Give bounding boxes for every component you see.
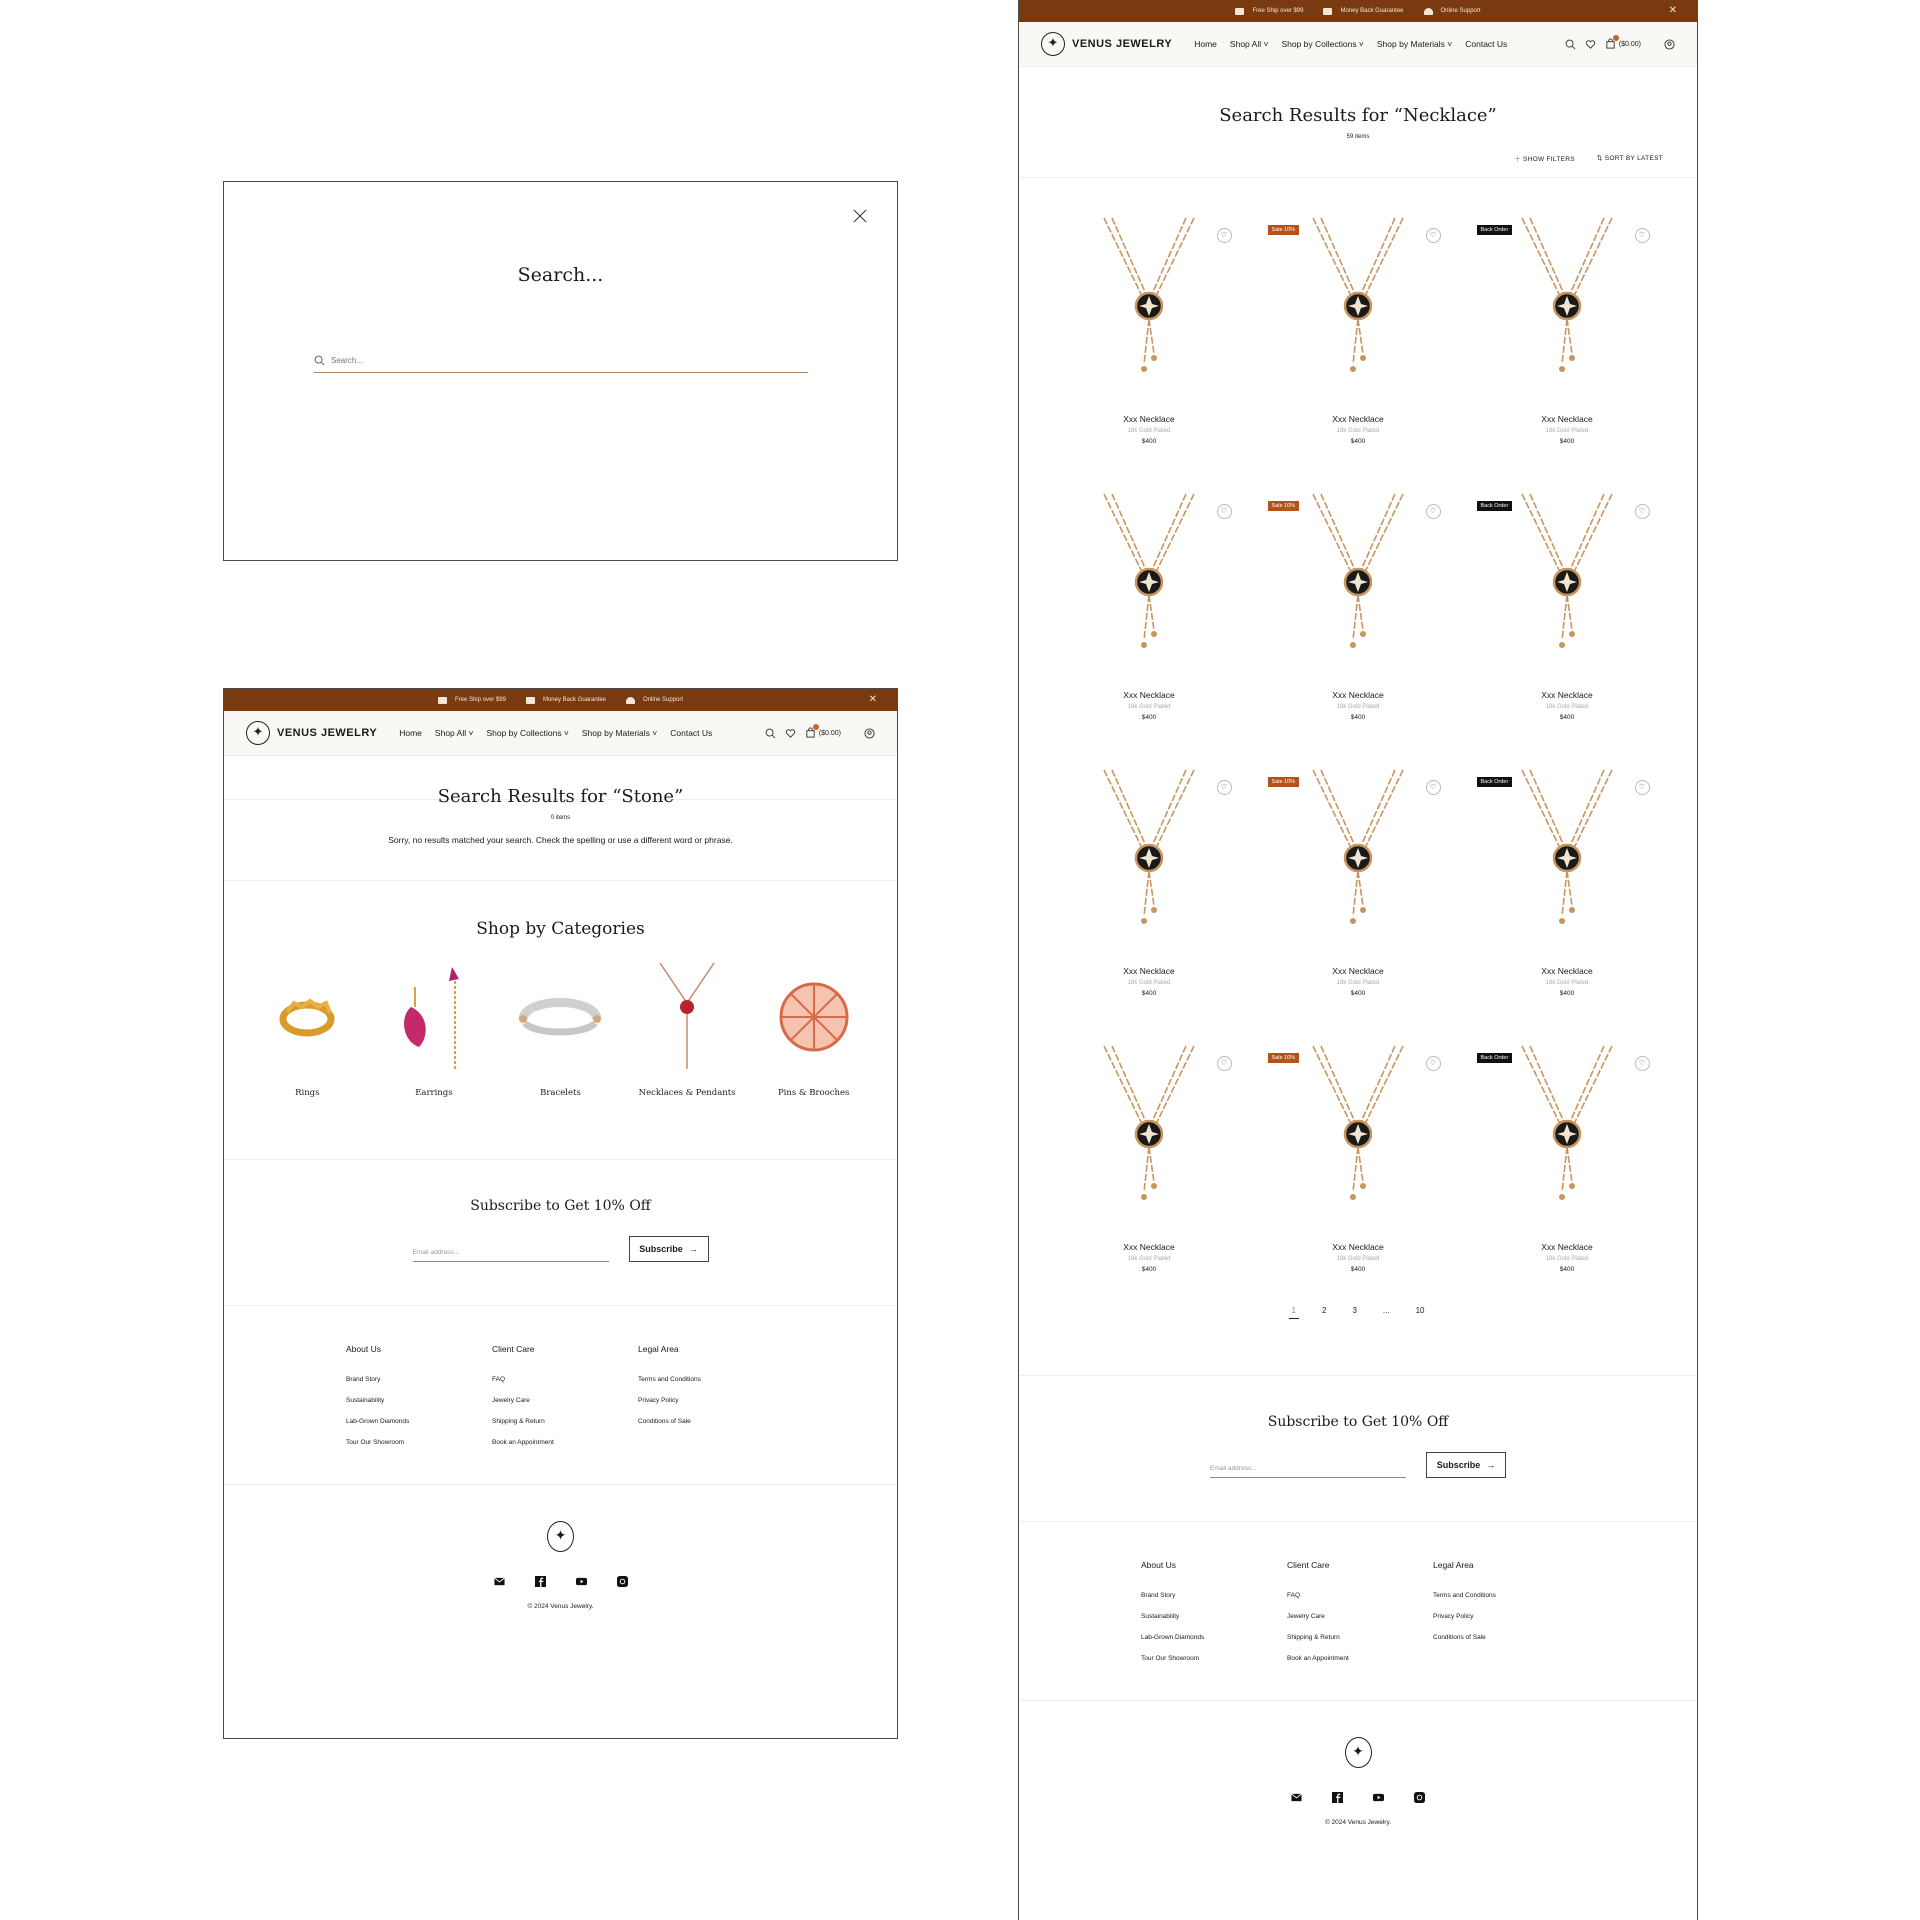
stone-results-page <box>223 688 898 1739</box>
footer-link[interactable]: Brand Story <box>346 1376 381 1383</box>
product-image[interactable] <box>1463 1042 1672 1238</box>
product-price: $400 <box>1559 1266 1575 1273</box>
wishlist-heart-icon[interactable]: ♡ <box>1426 780 1441 795</box>
footer-logo-icon <box>547 1521 574 1552</box>
footer-link[interactable]: Lab-Grown Diamonds <box>1141 1634 1205 1641</box>
footer-column-about <box>1141 1560 1287 1676</box>
wishlist-heart-icon[interactable]: ♡ <box>1426 504 1441 519</box>
product-grid <box>1019 214 1697 1272</box>
product-card[interactable] <box>1254 766 1463 996</box>
brand-name: VENUS JEWELRY <box>277 727 378 739</box>
footer-link[interactable]: Privacy Policy <box>1433 1613 1474 1620</box>
close-icon[interactable]: ✕ <box>868 694 877 705</box>
footer-heading: Client Care <box>1287 1560 1330 1570</box>
search-title: Search... <box>517 264 604 286</box>
nav-contact[interactable]: Contact Us <box>670 728 713 738</box>
footer-link[interactable]: FAQ <box>492 1376 506 1383</box>
necklace-image <box>642 957 732 1077</box>
necklace-results-page <box>1018 0 1698 1920</box>
product-image[interactable] <box>1045 766 1254 962</box>
wishlist-heart-icon[interactable]: ♡ <box>1217 780 1232 795</box>
product-price: $400 <box>1559 990 1575 997</box>
product-name[interactable]: Xxx Necklace <box>1123 966 1175 976</box>
page-link[interactable]: ... <box>1382 1306 1390 1315</box>
product-image[interactable] <box>1254 766 1463 962</box>
user-icon[interactable] <box>1664 39 1675 50</box>
product-card[interactable] <box>1254 1042 1463 1272</box>
category-bracelets[interactable] <box>500 957 620 1098</box>
categories-title: Shop by Categories <box>476 919 645 939</box>
product-price: $400 <box>1141 1266 1157 1273</box>
wishlist-heart-icon[interactable]: ♡ <box>1635 1056 1650 1071</box>
category-label: Rings <box>295 1088 320 1098</box>
product-price: $400 <box>1350 1266 1366 1273</box>
footer-column-legal <box>1433 1560 1579 1676</box>
product-badge: Back Order <box>1477 225 1513 235</box>
product-name[interactable]: Xxx Necklace <box>1332 690 1384 700</box>
footer-link[interactable]: Sustainability <box>346 1397 385 1404</box>
truck-icon <box>438 697 447 704</box>
category-label: Necklaces & Pendants <box>638 1088 736 1098</box>
headset-icon <box>626 697 635 704</box>
arrow-right-icon: → <box>688 1244 698 1254</box>
email-field[interactable]: Email address... <box>413 1249 609 1262</box>
logo-icon <box>1041 32 1065 56</box>
logo-icon <box>246 721 270 745</box>
facebook-icon[interactable] <box>1332 1792 1343 1803</box>
truck-icon <box>1235 8 1244 15</box>
footer-link[interactable]: Jewelry Care <box>492 1397 530 1404</box>
promo-text: Money Back Guarantee <box>1340 8 1404 14</box>
promo-text: Online Support <box>643 697 684 703</box>
pagination <box>1019 1306 1697 1319</box>
page-link[interactable]: 3 <box>1352 1306 1357 1315</box>
footer-bottom <box>1019 1701 1697 1826</box>
heart-icon[interactable] <box>785 728 796 739</box>
footer-link[interactable]: Lab-Grown Diamonds <box>346 1418 410 1425</box>
footer-heading: Legal Area <box>1433 1560 1474 1570</box>
brand[interactable] <box>246 721 377 745</box>
footer-link[interactable]: Terms and Conditions <box>638 1376 701 1383</box>
cart-total: ($0.00) <box>818 729 841 737</box>
promo-text: Free Ship over $99 <box>454 697 506 703</box>
category-necklaces[interactable] <box>627 957 747 1098</box>
footer-link[interactable]: Conditions of Sale <box>1433 1634 1486 1641</box>
arrow-right-icon: → <box>1486 1460 1496 1470</box>
footer-heading: About Us <box>346 1344 381 1354</box>
product-card[interactable] <box>1045 766 1254 996</box>
product-badge: Sale 10% <box>1268 225 1300 235</box>
page-title: Search Results for “Stone” <box>437 786 684 807</box>
promo-text: Free Ship over $99 <box>1252 8 1304 14</box>
show-filters-button[interactable]: ＋ SHOW FILTERS <box>1514 156 1575 163</box>
facebook-icon[interactable] <box>535 1576 546 1587</box>
no-results-message: Sorry, no results matched your search. Check the spelling or use a different word or phrase. <box>388 835 733 845</box>
page-link[interactable]: 10 <box>1415 1306 1425 1315</box>
subscribe-title: Subscribe to Get 10% Off <box>470 1198 651 1214</box>
subscribe-label: Subscribe <box>1436 1460 1481 1470</box>
product-material: 18k Gold Plated <box>1545 704 1589 710</box>
wishlist-heart-icon[interactable]: ♡ <box>1635 780 1650 795</box>
product-card[interactable] <box>1254 214 1463 444</box>
cart-badge <box>1613 35 1619 41</box>
brand[interactable] <box>1041 32 1172 56</box>
page-link[interactable]: 2 <box>1321 1306 1327 1315</box>
promo-bar <box>1019 0 1697 22</box>
product-card[interactable] <box>1463 1042 1672 1272</box>
search-icon <box>314 355 325 366</box>
product-image[interactable] <box>1045 1042 1254 1238</box>
ring-image <box>262 957 352 1077</box>
category-brooches[interactable] <box>754 957 874 1098</box>
product-material: 18k Gold Plated <box>1545 980 1589 986</box>
search-icon[interactable] <box>1565 39 1576 50</box>
product-image[interactable] <box>1045 490 1254 686</box>
wishlist-heart-icon[interactable]: ♡ <box>1217 228 1232 243</box>
product-material: 18k Gold Plated <box>1127 1256 1171 1262</box>
money-icon <box>1323 8 1332 15</box>
product-image[interactable] <box>1254 1042 1463 1238</box>
product-badge: Sale 10% <box>1268 777 1300 787</box>
product-price: $400 <box>1141 990 1157 997</box>
wishlist-heart-icon[interactable]: ♡ <box>1635 228 1650 243</box>
page-link[interactable]: 1 <box>1289 1306 1299 1319</box>
footer-heading: Client Care <box>492 1344 535 1354</box>
money-icon <box>526 697 535 704</box>
footer-link[interactable]: Tour Our Showroom <box>1141 1655 1200 1662</box>
product-badge: Sale 10% <box>1268 501 1300 511</box>
footer-link[interactable]: Jewelry Care <box>1287 1613 1325 1620</box>
close-icon[interactable]: ✕ <box>1668 5 1677 16</box>
product-name[interactable]: Xxx Necklace <box>1332 1242 1384 1252</box>
promo-support <box>626 697 683 704</box>
product-card[interactable] <box>1463 214 1672 444</box>
sort-label: SORT BY LATEST <box>1604 155 1663 162</box>
navbar <box>224 711 897 756</box>
show-filters-label: SHOW FILTERS <box>1522 156 1575 163</box>
nav-home[interactable]: Home <box>1194 39 1217 49</box>
page-title: Search Results for “Necklace” <box>1219 105 1497 126</box>
category-label: Pins & Brooches <box>777 1088 850 1098</box>
copyright: © 2024 Venus Jewelry. <box>1324 1819 1392 1826</box>
search-field[interactable] <box>314 349 808 373</box>
earring-image <box>389 957 479 1077</box>
product-price: $400 <box>1141 714 1157 721</box>
footer-links <box>1019 1522 1697 1700</box>
user-icon[interactable] <box>864 728 875 739</box>
results-header <box>1019 67 1697 163</box>
footer-link[interactable]: Book an Appointment <box>1287 1655 1349 1662</box>
email-field[interactable]: Email address... <box>1210 1465 1406 1478</box>
subscribe-section <box>224 1160 897 1305</box>
subscribe-section <box>1019 1376 1697 1521</box>
product-name[interactable]: Xxx Necklace <box>1123 1242 1175 1252</box>
product-image[interactable] <box>1254 490 1463 686</box>
footer-link[interactable]: Book an Appointment <box>492 1439 554 1446</box>
promo-support <box>1424 8 1481 15</box>
wishlist-heart-icon[interactable]: ♡ <box>1217 1056 1232 1071</box>
product-price: $400 <box>1141 438 1157 445</box>
product-material: 18k Gold Plated <box>1336 980 1380 986</box>
result-count: 0 items <box>550 815 571 821</box>
promo-money-back <box>1323 8 1403 15</box>
subscribe-button[interactable] <box>629 1236 709 1262</box>
footer-link[interactable]: Privacy Policy <box>638 1397 679 1404</box>
cart-button[interactable] <box>805 727 841 740</box>
headset-icon <box>1424 8 1433 15</box>
close-icon[interactable] <box>851 207 869 225</box>
product-price: $400 <box>1350 438 1366 445</box>
product-image[interactable] <box>1045 214 1254 410</box>
mail-icon[interactable] <box>494 1576 505 1587</box>
footer-link[interactable]: Sustainability <box>1141 1613 1180 1620</box>
footer-column-client-care <box>492 1344 638 1460</box>
youtube-icon[interactable] <box>1373 1792 1384 1803</box>
product-badge: Sale 10% <box>1268 1053 1300 1063</box>
promo-text: Money Back Guarantee <box>542 697 607 703</box>
footer-bottom <box>224 1485 897 1610</box>
bracelet-image <box>515 957 605 1077</box>
product-material: 18k Gold Plated <box>1336 428 1380 434</box>
nav-collections[interactable]: Shop by Collections ˅ <box>1281 39 1364 49</box>
footer-link[interactable]: Conditions of Sale <box>638 1418 691 1425</box>
search-input[interactable] <box>331 356 776 365</box>
product-card[interactable] <box>1463 766 1672 996</box>
product-card[interactable] <box>1463 490 1672 720</box>
footer-link[interactable]: Tour Our Showroom <box>346 1439 405 1446</box>
youtube-icon[interactable] <box>576 1576 587 1587</box>
instagram-icon[interactable] <box>617 1576 628 1587</box>
instagram-icon[interactable] <box>1414 1792 1425 1803</box>
promo-text: Online Support <box>1440 8 1481 14</box>
product-name[interactable]: Xxx Necklace <box>1332 966 1384 976</box>
product-image[interactable] <box>1463 766 1672 962</box>
subscribe-label: Subscribe <box>639 1244 683 1254</box>
wishlist-heart-icon[interactable]: ♡ <box>1635 504 1650 519</box>
nav-materials[interactable]: Shop by Materials ˅ <box>1376 39 1453 49</box>
heart-icon[interactable] <box>1585 39 1596 50</box>
category-rings[interactable] <box>247 957 367 1098</box>
mail-icon[interactable] <box>1291 1792 1302 1803</box>
product-name[interactable]: Xxx Necklace <box>1541 690 1593 700</box>
nav-materials[interactable]: Shop by Materials ˅ <box>581 728 658 738</box>
product-name[interactable]: Xxx Necklace <box>1123 690 1175 700</box>
category-earrings[interactable] <box>374 957 494 1098</box>
cart-button[interactable] <box>1605 38 1641 51</box>
product-name[interactable]: Xxx Necklace <box>1541 1242 1593 1252</box>
copyright: © 2024 Venus Jewelry. <box>527 1603 594 1610</box>
cart-badge <box>813 724 819 730</box>
product-price: $400 <box>1559 714 1575 721</box>
product-material: 18k Gold Plated <box>1545 428 1589 434</box>
product-name[interactable]: Xxx Necklace <box>1123 414 1175 424</box>
subscribe-button[interactable] <box>1426 1452 1506 1478</box>
search-overlay <box>223 181 898 561</box>
category-label: Earrings <box>415 1088 453 1098</box>
product-price: $400 <box>1350 990 1366 997</box>
footer-link[interactable]: Shipping & Return <box>1287 1634 1340 1641</box>
product-card[interactable] <box>1045 490 1254 720</box>
product-material: 18k Gold Plated <box>1127 704 1171 710</box>
product-card[interactable] <box>1045 1042 1254 1272</box>
nav-collections[interactable]: Shop by Collections ˅ <box>486 728 569 738</box>
category-label: Bracelets <box>540 1088 581 1098</box>
promo-free-ship <box>1235 8 1303 15</box>
footer-column-client-care <box>1287 1560 1433 1676</box>
brand-name: VENUS JEWELRY <box>1072 38 1173 50</box>
footer-link[interactable]: FAQ <box>1287 1592 1301 1599</box>
product-price: $400 <box>1559 438 1575 445</box>
categories-section <box>224 881 897 1159</box>
promo-bar <box>224 689 897 711</box>
product-price: $400 <box>1350 714 1366 721</box>
promo-free-ship <box>438 697 506 704</box>
brooch-image <box>769 957 859 1077</box>
footer-column-legal <box>638 1344 784 1460</box>
product-badge: Back Order <box>1477 501 1513 511</box>
result-count: 59 items <box>1346 134 1370 140</box>
subscribe-title: Subscribe to Get 10% Off <box>1267 1414 1449 1430</box>
footer-link[interactable]: Shipping & Return <box>492 1418 545 1425</box>
footer-column-about <box>346 1344 492 1460</box>
wishlist-heart-icon[interactable]: ♡ <box>1217 504 1232 519</box>
product-material: 18k Gold Plated <box>1336 1256 1380 1262</box>
sort-button[interactable]: ⇅ SORT BY LATEST <box>1596 155 1663 162</box>
product-material: 18k Gold Plated <box>1127 980 1171 986</box>
cart-total: ($0.00) <box>1618 40 1641 48</box>
product-material: 18k Gold Plated <box>1127 428 1171 434</box>
footer-heading: Legal Area <box>638 1344 679 1354</box>
nav-shop-all[interactable]: Shop All ˅ <box>434 728 474 738</box>
product-image[interactable] <box>1463 490 1672 686</box>
product-name[interactable]: Xxx Necklace <box>1541 414 1593 424</box>
footer-logo-icon <box>1345 1737 1372 1768</box>
search-icon[interactable] <box>765 728 776 739</box>
nav-shop-all[interactable]: Shop All ˅ <box>1229 39 1269 49</box>
product-material: 18k Gold Plated <box>1336 704 1380 710</box>
product-image[interactable] <box>1254 214 1463 410</box>
product-image[interactable] <box>1463 214 1672 410</box>
product-name[interactable]: Xxx Necklace <box>1541 966 1593 976</box>
nav-contact[interactable]: Contact Us <box>1465 39 1508 49</box>
product-badge: Back Order <box>1477 1053 1513 1063</box>
product-badge: Back Order <box>1477 777 1513 787</box>
nav-home[interactable]: Home <box>399 728 422 738</box>
wishlist-heart-icon[interactable]: ♡ <box>1426 228 1441 243</box>
footer-link[interactable]: Brand Story <box>1141 1592 1176 1599</box>
product-card[interactable] <box>1254 490 1463 720</box>
wishlist-heart-icon[interactable]: ♡ <box>1426 1056 1441 1071</box>
footer-links <box>224 1306 897 1484</box>
footer-heading: About Us <box>1141 1560 1176 1570</box>
promo-money-back <box>526 697 606 704</box>
navbar <box>1019 22 1697 67</box>
product-name[interactable]: Xxx Necklace <box>1332 414 1384 424</box>
product-material: 18k Gold Plated <box>1545 1256 1589 1262</box>
product-card[interactable] <box>1045 214 1254 444</box>
footer-link[interactable]: Terms and Conditions <box>1433 1592 1496 1599</box>
